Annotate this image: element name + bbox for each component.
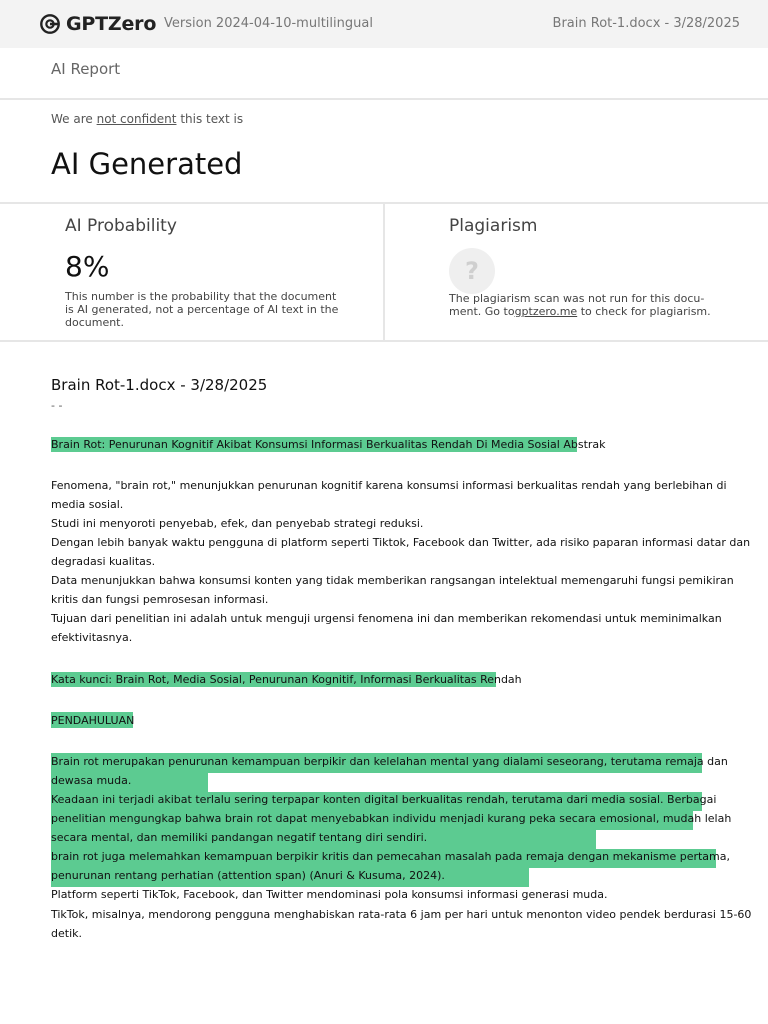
divider xyxy=(0,98,768,100)
document-name-label: Brain Rot-1.docx - 3/28/2025 xyxy=(552,16,740,31)
paragraph-line: Studi ini menyoroti penyebab, efek, dan penyebab strategi reduksi. xyxy=(51,517,424,530)
document-subtitle: - - xyxy=(51,399,63,412)
keywords-line: Kata kunci: Brain Rot, Media Sosial, Penurunan Kognitif, Informasi Berkualitas Rendah xyxy=(51,673,522,686)
question-mark-icon: ? xyxy=(449,248,495,294)
description-text: ment. Go to xyxy=(449,305,515,318)
gptzero-link[interactable]: gptzero.me xyxy=(514,305,578,318)
paragraph-line: Keadaan ini terjadi akibat terlalu sering terpapar konten digital berkualitas rendah, terutama dari media sosial. Berbagai xyxy=(51,793,717,806)
section-heading: PENDAHULUAN xyxy=(51,714,135,727)
paragraph-line: Brain rot merupakan penurunan kemampuan berpikir dan kelelahan mental yang dialami seseorang, terutama remaja dan xyxy=(51,755,728,768)
paragraph-line: efektivitasnya. xyxy=(51,631,133,644)
paragraph-line: kritis dan fungsi pemrosesan informasi. xyxy=(51,593,269,606)
confidence-suffix: this text is xyxy=(180,112,244,126)
top-bar xyxy=(0,0,768,48)
document-heading-line: Brain Rot: Penurunan Kognitif Akibat Konsumsi Informasi Berkualitas Rendah Di Media Sosial Abstrak xyxy=(51,438,606,451)
panel-divider xyxy=(383,204,385,342)
ai-probability-value: 8% xyxy=(65,250,110,283)
ai-probability-title: AI Probability xyxy=(65,216,177,236)
logo-text: GPTZero xyxy=(66,13,157,35)
description-line: This number is the probability that the document xyxy=(65,290,337,303)
paragraph-line: Tujuan dari penelitian ini adalah untuk menguji urgensi fenomena ini dan memberikan rekomendasi untuk meminimalkan xyxy=(51,612,722,625)
gptzero-logo-icon xyxy=(39,13,61,35)
paragraph-line: degradasi kualitas. xyxy=(51,555,156,568)
report-label: AI Report xyxy=(51,60,121,78)
gptzero-logo[interactable] xyxy=(39,12,156,36)
verdict-heading: AI Generated xyxy=(51,147,243,181)
description-line xyxy=(449,305,711,318)
confidence-prefix: We are xyxy=(51,112,93,126)
divider xyxy=(0,340,768,342)
description-line: The plagiarism scan was not run for this docu- xyxy=(449,292,705,305)
ai-probability-description xyxy=(65,290,338,329)
paragraph-line: Fenomena, "brain rot," menunjukkan penurunan kognitif karena konsumsi informasi berkualitas rendah yang berlebihan di xyxy=(51,479,727,492)
paragraph-line: Data menunjukkan bahwa konsumsi konten yang tidak memberikan rangsangan intelektual memengaruhi fungsi pemikiran xyxy=(51,574,734,587)
document-title: Brain Rot-1.docx - 3/28/2025 xyxy=(51,376,268,394)
paragraph-line: penurunan rentang perhatian (attention span) (Anuri & Kusuma, 2024). xyxy=(51,869,445,882)
paragraph-line: Platform seperti TikTok, Facebook, dan Twitter mendominasi pola konsumsi informasi generasi muda. xyxy=(51,888,608,901)
paragraph-line: detik. xyxy=(51,927,82,940)
plagiarism-description xyxy=(449,292,711,318)
paragraph-line: brain rot juga melemahkan kemampuan berpikir kritis dan pemecahan masalah pada remaja dengan mekanisme pertama, xyxy=(51,850,730,863)
description-text: to check for plagiarism. xyxy=(580,305,711,318)
plagiarism-title: Plagiarism xyxy=(449,216,538,236)
confidence-level: not confident xyxy=(96,112,177,126)
paragraph-line: penelitian mengungkap bahwa brain rot dapat menyebabkan individu menjadi kurang peka secara emosional, mudah lelah xyxy=(51,812,732,825)
description-line: document. xyxy=(65,316,124,329)
paragraph-line: dewasa muda. xyxy=(51,774,132,787)
paragraph-line: secara mental, dan memiliki pandangan negatif tentang diri sendiri. xyxy=(51,831,428,844)
version-label: Version 2024-04-10-multilingual xyxy=(164,16,373,31)
description-line: is AI generated, not a percentage of AI text in the xyxy=(65,303,339,316)
paragraph-line: TikTok, misalnya, mendorong pengguna menghabiskan rata-rata 6 jam per hari untuk menonton video pendek berdurasi 15-60 xyxy=(51,908,752,921)
confidence-statement xyxy=(51,112,243,126)
paragraph-line: media sosial. xyxy=(51,498,124,511)
paragraph-line: Dengan lebih banyak waktu pengguna di platform seperti Tiktok, Facebook dan Twitter, ada risiko paparan informasi datar dan xyxy=(51,536,751,549)
